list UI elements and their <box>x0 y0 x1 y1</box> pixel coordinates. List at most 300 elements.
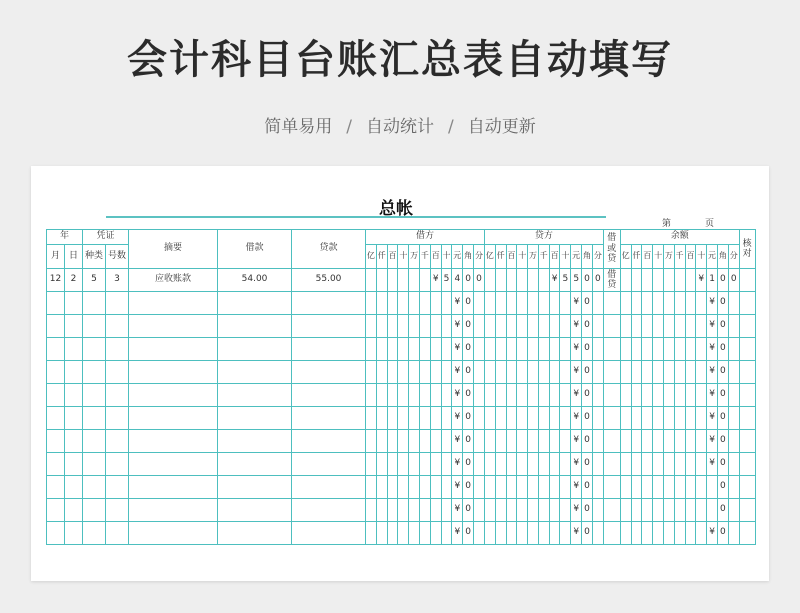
cell-direction: 借 贷 <box>603 269 620 292</box>
balance-digit <box>642 453 653 476</box>
debit-digit <box>409 269 420 292</box>
debit-digit <box>474 499 485 522</box>
debit-digit <box>366 269 377 292</box>
debit-unit-2: 百 <box>387 245 398 269</box>
credit-digit <box>528 269 539 292</box>
credit-digit <box>538 338 549 361</box>
credit-digit <box>538 430 549 453</box>
credit-digit <box>495 476 506 499</box>
debit-unit-8: 元 <box>452 245 463 269</box>
credit-digit <box>495 522 506 545</box>
debit-digit: ¥ <box>452 361 463 384</box>
debit-digit <box>409 292 420 315</box>
credit-digit <box>484 476 495 499</box>
balance-digit <box>653 384 664 407</box>
balance-digit <box>728 338 739 361</box>
debit-digit <box>398 315 409 338</box>
cell-kind <box>83 292 106 315</box>
balance-digit <box>620 338 631 361</box>
cell-day <box>65 315 83 338</box>
credit-unit-10: 分 <box>592 245 603 269</box>
cell-check <box>739 269 755 292</box>
cell-check <box>739 384 755 407</box>
balance-digit <box>642 522 653 545</box>
cell-kind <box>83 499 106 522</box>
balance-digit <box>663 522 674 545</box>
debit-digit <box>430 522 441 545</box>
credit-digit <box>549 430 560 453</box>
ledger-table <box>46 229 756 545</box>
credit-digit: 0 <box>582 430 593 453</box>
credit-digit <box>538 499 549 522</box>
cell-summary <box>129 315 218 338</box>
credit-digit <box>517 361 528 384</box>
debit-digit <box>376 430 387 453</box>
cell-number <box>106 361 129 384</box>
cell-month <box>47 430 65 453</box>
credit-digit <box>560 430 571 453</box>
page-label-suffix: 页 <box>704 219 714 229</box>
debit-digit <box>398 269 409 292</box>
credit-digit: 0 <box>582 453 593 476</box>
credit-digit <box>506 453 517 476</box>
credit-digit <box>592 292 603 315</box>
cell-summary <box>129 292 218 315</box>
balance-digit <box>631 499 642 522</box>
cell-debit-amount <box>218 384 292 407</box>
cell-kind: 5 <box>83 269 106 292</box>
balance-digit <box>685 453 696 476</box>
debit-digit: 0 <box>463 407 474 430</box>
balance-digit <box>663 338 674 361</box>
balance-digit <box>707 476 718 499</box>
credit-unit-7: 十 <box>560 245 571 269</box>
debit-digit <box>474 522 485 545</box>
balance-digit <box>631 430 642 453</box>
credit-unit-5: 千 <box>538 245 549 269</box>
subtitle-item: 简单易用 <box>264 117 333 137</box>
cell-credit-amount <box>292 384 366 407</box>
balance-unit-2: 百 <box>642 245 653 269</box>
debit-digit <box>409 522 420 545</box>
credit-digit <box>506 292 517 315</box>
table-row <box>47 453 756 476</box>
debit-digit: ¥ <box>452 499 463 522</box>
credit-digit <box>528 476 539 499</box>
credit-digit <box>484 361 495 384</box>
balance-digit <box>631 315 642 338</box>
balance-digit <box>620 407 631 430</box>
debit-digit <box>366 338 377 361</box>
credit-digit <box>484 430 495 453</box>
credit-digit: ¥ <box>571 407 582 430</box>
balance-digit <box>663 292 674 315</box>
balance-digit <box>696 338 707 361</box>
credit-digit <box>517 384 528 407</box>
balance-digit <box>653 407 664 430</box>
cell-day <box>65 430 83 453</box>
balance-digit <box>653 476 664 499</box>
credit-digit <box>506 338 517 361</box>
debit-digit <box>387 522 398 545</box>
cell-check <box>739 338 755 361</box>
debit-digit <box>387 269 398 292</box>
balance-digit <box>653 499 664 522</box>
credit-unit-1: 仟 <box>495 245 506 269</box>
credit-digit: 5 <box>560 269 571 292</box>
debit-digit: 0 <box>463 292 474 315</box>
balance-digit <box>674 338 685 361</box>
credit-digit <box>538 384 549 407</box>
balance-digit <box>631 407 642 430</box>
balance-digit <box>642 292 653 315</box>
balance-digit <box>663 315 674 338</box>
credit-digit <box>538 315 549 338</box>
balance-unit-10: 分 <box>728 245 739 269</box>
cell-number <box>106 384 129 407</box>
balance-digit <box>631 361 642 384</box>
cell-credit-amount <box>292 292 366 315</box>
balance-unit-5: 千 <box>674 245 685 269</box>
cell-check <box>739 522 755 545</box>
balance-digit <box>674 315 685 338</box>
balance-digit <box>696 522 707 545</box>
cell-debit-amount <box>218 292 292 315</box>
col-direction: 借或贷 <box>603 230 620 269</box>
credit-unit-0: 亿 <box>484 245 495 269</box>
debit-digit <box>398 384 409 407</box>
cell-credit-amount <box>292 453 366 476</box>
balance-digit <box>642 384 653 407</box>
debit-digit <box>409 338 420 361</box>
debit-digit: 0 <box>463 384 474 407</box>
col-year: 年 <box>47 230 83 245</box>
table-row <box>47 315 756 338</box>
balance-digit <box>642 361 653 384</box>
debit-digit <box>387 338 398 361</box>
credit-digit <box>549 407 560 430</box>
balance-digit <box>696 292 707 315</box>
debit-digit: 0 <box>463 430 474 453</box>
table-row <box>47 361 756 384</box>
debit-digit: 0 <box>463 338 474 361</box>
cell-day <box>65 292 83 315</box>
credit-digit <box>528 361 539 384</box>
credit-digit <box>506 315 517 338</box>
debit-digit <box>376 315 387 338</box>
debit-digit <box>376 453 387 476</box>
balance-digit: 0 <box>717 361 728 384</box>
balance-digit <box>663 499 674 522</box>
balance-digit <box>696 430 707 453</box>
cell-day <box>65 453 83 476</box>
balance-digit: 0 <box>717 453 728 476</box>
credit-digit: ¥ <box>571 453 582 476</box>
credit-digit <box>538 453 549 476</box>
debit-digit <box>430 453 441 476</box>
credit-digit <box>484 338 495 361</box>
cell-direction <box>603 338 620 361</box>
balance-digit: ¥ <box>707 292 718 315</box>
balance-digit <box>674 522 685 545</box>
debit-digit <box>474 476 485 499</box>
credit-digit <box>484 315 495 338</box>
debit-digit <box>420 499 431 522</box>
cell-debit-amount <box>218 453 292 476</box>
subtitle-item: 自动统计 <box>366 117 434 137</box>
debit-digit <box>376 476 387 499</box>
balance-digit <box>685 292 696 315</box>
credit-digit: 0 <box>582 361 593 384</box>
cell-check <box>739 476 755 499</box>
cell-direction <box>603 453 620 476</box>
table-row <box>47 269 756 292</box>
debit-digit <box>474 292 485 315</box>
credit-unit-8: 元 <box>571 245 582 269</box>
col-summary: 摘要 <box>129 230 218 269</box>
cell-month <box>47 476 65 499</box>
credit-digit <box>517 453 528 476</box>
debit-digit: ¥ <box>452 407 463 430</box>
credit-digit <box>592 384 603 407</box>
debit-digit <box>398 338 409 361</box>
debit-digit <box>366 361 377 384</box>
col-debit: 借方 <box>366 230 485 245</box>
debit-unit-7: 十 <box>441 245 452 269</box>
credit-digit <box>549 292 560 315</box>
debit-digit: 4 <box>452 269 463 292</box>
cell-debit-amount <box>218 476 292 499</box>
cell-number <box>106 499 129 522</box>
debit-digit: ¥ <box>452 292 463 315</box>
balance-digit <box>642 407 653 430</box>
balance-digit <box>685 407 696 430</box>
credit-digit <box>592 476 603 499</box>
credit-unit-3: 十 <box>517 245 528 269</box>
balance-digit: 0 <box>717 476 728 499</box>
page-label <box>662 216 714 229</box>
debit-digit: ¥ <box>452 453 463 476</box>
balance-digit <box>696 499 707 522</box>
cell-kind <box>83 476 106 499</box>
debit-digit <box>387 453 398 476</box>
debit-digit <box>441 430 452 453</box>
credit-unit-2: 百 <box>506 245 517 269</box>
balance-digit <box>674 499 685 522</box>
credit-digit <box>506 407 517 430</box>
credit-digit: ¥ <box>571 522 582 545</box>
header-row-1 <box>47 230 756 245</box>
debit-digit <box>398 407 409 430</box>
balance-digit <box>696 315 707 338</box>
debit-digit <box>409 384 420 407</box>
balance-digit <box>653 269 664 292</box>
debit-digit <box>430 384 441 407</box>
credit-digit <box>528 384 539 407</box>
debit-digit: 0 <box>463 522 474 545</box>
cell-kind <box>83 522 106 545</box>
debit-digit <box>398 430 409 453</box>
balance-digit <box>653 361 664 384</box>
cell-debit-amount <box>218 407 292 430</box>
balance-digit <box>620 522 631 545</box>
cell-summary <box>129 522 218 545</box>
debit-digit <box>474 361 485 384</box>
balance-digit <box>631 269 642 292</box>
cell-credit-amount <box>292 476 366 499</box>
debit-digit <box>366 522 377 545</box>
debit-digit <box>376 522 387 545</box>
credit-digit <box>560 476 571 499</box>
debit-digit <box>366 430 377 453</box>
debit-digit: ¥ <box>452 522 463 545</box>
cell-summary <box>129 476 218 499</box>
credit-digit <box>528 430 539 453</box>
balance-digit <box>728 476 739 499</box>
debit-digit <box>430 430 441 453</box>
debit-digit <box>441 384 452 407</box>
debit-digit <box>474 384 485 407</box>
balance-digit <box>685 384 696 407</box>
cell-number <box>106 522 129 545</box>
debit-digit <box>441 407 452 430</box>
cell-number <box>106 453 129 476</box>
col-kind: 种类 <box>83 245 106 269</box>
credit-digit <box>484 453 495 476</box>
credit-digit: ¥ <box>549 269 560 292</box>
debit-digit <box>366 499 377 522</box>
credit-digit: 0 <box>582 269 593 292</box>
credit-digit <box>517 522 528 545</box>
debit-digit: 0 <box>463 315 474 338</box>
debit-unit-3: 十 <box>398 245 409 269</box>
debit-digit <box>420 269 431 292</box>
page-label-prefix: 第 <box>662 219 672 229</box>
credit-digit <box>495 269 506 292</box>
balance-digit <box>642 315 653 338</box>
credit-digit <box>538 269 549 292</box>
table-row <box>47 292 756 315</box>
credit-digit: 0 <box>582 407 593 430</box>
credit-digit <box>517 407 528 430</box>
debit-digit <box>409 430 420 453</box>
cell-debit-amount <box>218 338 292 361</box>
credit-digit <box>517 476 528 499</box>
debit-digit <box>409 453 420 476</box>
credit-digit <box>517 269 528 292</box>
cell-month <box>47 499 65 522</box>
credit-digit: 0 <box>582 384 593 407</box>
credit-digit <box>528 499 539 522</box>
balance-unit-4: 万 <box>663 245 674 269</box>
credit-digit <box>517 338 528 361</box>
col-credit-amount: 贷款 <box>292 230 366 269</box>
debit-digit <box>430 315 441 338</box>
cell-day <box>65 522 83 545</box>
credit-digit <box>484 407 495 430</box>
table-row <box>47 430 756 453</box>
balance-digit: 0 <box>717 522 728 545</box>
debit-unit-10: 分 <box>474 245 485 269</box>
col-voucher: 凭证 <box>83 230 129 245</box>
credit-digit <box>549 315 560 338</box>
balance-digit <box>663 361 674 384</box>
balance-digit <box>642 269 653 292</box>
debit-digit: 0 <box>463 476 474 499</box>
credit-digit: 0 <box>582 315 593 338</box>
balance-digit <box>674 407 685 430</box>
credit-digit: 0 <box>582 476 593 499</box>
debit-digit <box>441 315 452 338</box>
credit-digit: 0 <box>582 522 593 545</box>
cell-number: 3 <box>106 269 129 292</box>
debit-digit <box>409 476 420 499</box>
cell-direction <box>603 292 620 315</box>
balance-digit <box>728 522 739 545</box>
balance-digit <box>620 430 631 453</box>
debit-digit <box>441 453 452 476</box>
subtitle-separator: / <box>346 117 352 137</box>
cell-summary <box>129 361 218 384</box>
balance-digit <box>685 361 696 384</box>
cell-credit-amount <box>292 338 366 361</box>
debit-unit-6: 百 <box>430 245 441 269</box>
credit-digit <box>560 338 571 361</box>
cell-credit-amount <box>292 407 366 430</box>
credit-digit: ¥ <box>571 476 582 499</box>
col-debit-amount: 借款 <box>218 230 292 269</box>
credit-digit: ¥ <box>571 315 582 338</box>
credit-digit <box>506 476 517 499</box>
credit-digit <box>538 292 549 315</box>
credit-digit <box>592 407 603 430</box>
credit-digit: 0 <box>582 292 593 315</box>
cell-debit-amount <box>218 499 292 522</box>
balance-digit: ¥ <box>707 338 718 361</box>
col-month: 月 <box>47 245 65 269</box>
debit-digit <box>376 407 387 430</box>
balance-digit <box>642 499 653 522</box>
debit-unit-5: 千 <box>420 245 431 269</box>
balance-digit: ¥ <box>696 269 707 292</box>
debit-digit <box>474 453 485 476</box>
subtitle-separator: / <box>448 117 454 137</box>
credit-digit <box>517 315 528 338</box>
balance-digit <box>620 476 631 499</box>
balance-digit <box>674 476 685 499</box>
balance-digit <box>663 476 674 499</box>
cell-day <box>65 338 83 361</box>
balance-digit <box>728 430 739 453</box>
credit-digit <box>517 430 528 453</box>
debit-digit <box>366 384 377 407</box>
credit-digit: ¥ <box>571 361 582 384</box>
balance-digit <box>620 315 631 338</box>
debit-digit <box>441 499 452 522</box>
debit-digit: ¥ <box>452 338 463 361</box>
credit-digit <box>495 430 506 453</box>
balance-digit: 1 <box>707 269 718 292</box>
cell-summary <box>129 407 218 430</box>
debit-digit <box>387 384 398 407</box>
credit-unit-6: 百 <box>549 245 560 269</box>
cell-month <box>47 315 65 338</box>
table-row <box>47 407 756 430</box>
credit-digit <box>592 361 603 384</box>
balance-digit <box>663 430 674 453</box>
credit-digit <box>538 522 549 545</box>
debit-digit <box>387 476 398 499</box>
